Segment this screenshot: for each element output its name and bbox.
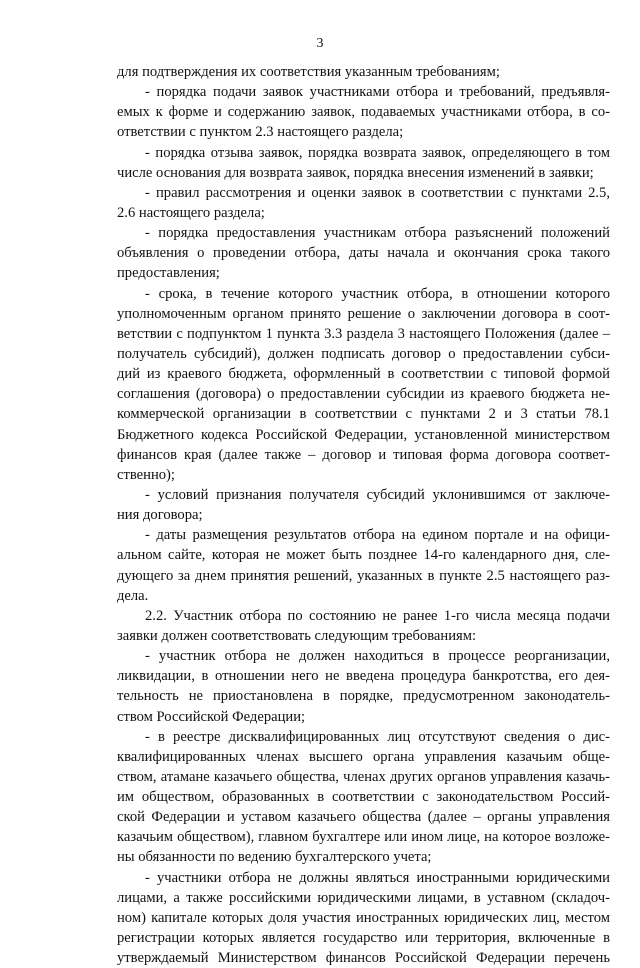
paragraph-section-2-2 xyxy=(117,606,610,646)
text-line: дий из краевого бюджета, оформленный в соответствии с типовой формой xyxy=(117,366,610,383)
text-line: емых к форме и содержанию заявок, подаваемых участниками отбора, в со- xyxy=(117,104,610,121)
text-line: регистрации которых является государство или территория, включенные в xyxy=(117,930,610,947)
paragraph-no-reorganization xyxy=(117,646,610,727)
text-line: 2.2. Участник отбора по состоянию не ранее 1-го числа месяца подачи xyxy=(145,607,610,624)
text-line: ством Российской Федерации; xyxy=(117,708,306,725)
text-line: лицами, а также российскими юридическими лицами, в уставном (складоч- xyxy=(117,889,610,906)
text-line: - участник отбора не должен находиться в процессе реорганизации, xyxy=(145,648,610,665)
paragraph-signing-deadline xyxy=(117,284,610,485)
paragraph-evasion-conditions xyxy=(117,485,610,525)
text-line: - условий признания получателя субсидий уклонившимся от заключе- xyxy=(145,486,610,503)
text-line: - порядка предоставления участникам отбора разъяснений положений xyxy=(145,225,610,242)
text-line: 2.6 настоящего раздела; xyxy=(117,204,265,221)
text-line: дела. xyxy=(117,587,149,604)
text-line: объявления о проведении отбора, даты начала и окончания срока такого xyxy=(117,245,610,262)
text-line: предоставления; xyxy=(117,265,220,282)
text-line: ния договора; xyxy=(117,507,203,524)
text-line: - порядка отзыва заявок, порядка возврата заявок, определяющего в том xyxy=(145,144,610,161)
paragraph-disqualified-registry xyxy=(117,727,610,868)
text-line: казачьим обществом), главном бухгалтере или ином лице, на которое возложе- xyxy=(117,829,610,846)
text-line: альном сайте, которая не может быть позднее 14-го календарного дня, сле- xyxy=(117,547,610,564)
paragraph-continuation xyxy=(117,62,610,82)
text-line: дующего за днем принятия решений, указанных в пункте 2.5 настоящего раз- xyxy=(117,567,610,584)
paragraph-review-rules xyxy=(117,183,610,223)
text-line: - даты размещения результатов отбора на едином портале и на офици- xyxy=(145,527,610,544)
text-line: коммерческой организации в соответствии с пунктами 2 и 3 статьи 78.1 xyxy=(117,406,610,423)
text-line: утверждаемый Министерством финансов Российской Федерации перечень xyxy=(117,950,610,967)
text-line: ветствии с подпунктом 1 пункта 3.3 раздела 3 настоящего Положения (далее – xyxy=(117,325,610,342)
text-line: ном) капитале которых доля участия иностранных юридических лиц, местом xyxy=(117,909,610,926)
text-line: тельность не приостановлена в порядке, предусмотренном законодатель- xyxy=(117,688,610,705)
text-line: - срока, в течение которого участник отбора, в отношении которого xyxy=(145,285,610,302)
document-body xyxy=(117,62,610,968)
text-line: ством, атамане казачьего общества, членах других органов управления казачь- xyxy=(117,768,610,785)
text-line: финансов края (далее также – договор и типовая форма договора соответ- xyxy=(117,446,610,463)
text-line: заявки должен соответствовать следующим требованиям: xyxy=(117,627,476,644)
text-line: квалифицированных членах высшего органа управления казачьим обще- xyxy=(117,748,610,765)
paragraph-foreign-entities xyxy=(117,868,610,968)
text-line: Бюджетного кодекса Российской Федерации, установленной министерством xyxy=(117,426,610,443)
page-number: 3 xyxy=(316,36,324,51)
text-line: ликвидации, в отношении него не введена процедура банкротства, его дея- xyxy=(117,668,610,685)
text-line: уполномоченным органом принято решение о заключении договора в соот- xyxy=(117,305,610,322)
text-line: им обществом, образованных в соответствии с законодательством Россий- xyxy=(117,789,610,806)
text-line: - правил рассмотрения и оценки заявок в соответствии с пунктами 2.5, xyxy=(145,184,610,201)
paragraph-withdrawal-order xyxy=(117,143,610,183)
text-line: получатель субсидий), должен подписать договор о предоставлении субси- xyxy=(117,345,610,362)
text-line: - участники отбора не должны являться иностранными юридическими xyxy=(145,869,610,886)
text-line: ской Федерации и уставом казачьего общества (далее – органы управления xyxy=(117,809,610,826)
text-line: ответствии с пунктом 2.3 настоящего раздела; xyxy=(117,124,404,141)
text-line: ственно); xyxy=(117,466,175,483)
text-line: - в реестре дисквалифицированных лиц отсутствуют сведения о дис- xyxy=(145,728,610,745)
text-line: - порядка подачи заявок участниками отбора и требований, предъявля- xyxy=(145,84,610,101)
paragraph-clarifications xyxy=(117,223,610,283)
paragraph-publication-dates xyxy=(117,525,610,606)
text-line: числе основания для возврата заявок, порядка внесения изменений в заявки; xyxy=(117,164,594,181)
text-line: соглашения (договора) о предоставлении субсидии из краевого бюджета не- xyxy=(117,386,610,403)
text-line: ны обязанности по ведению бухгалтерского учета; xyxy=(117,849,432,866)
paragraph-submission-order xyxy=(117,82,610,142)
text-line: для подтверждения их соответствия указанным требованиям; xyxy=(117,64,500,80)
